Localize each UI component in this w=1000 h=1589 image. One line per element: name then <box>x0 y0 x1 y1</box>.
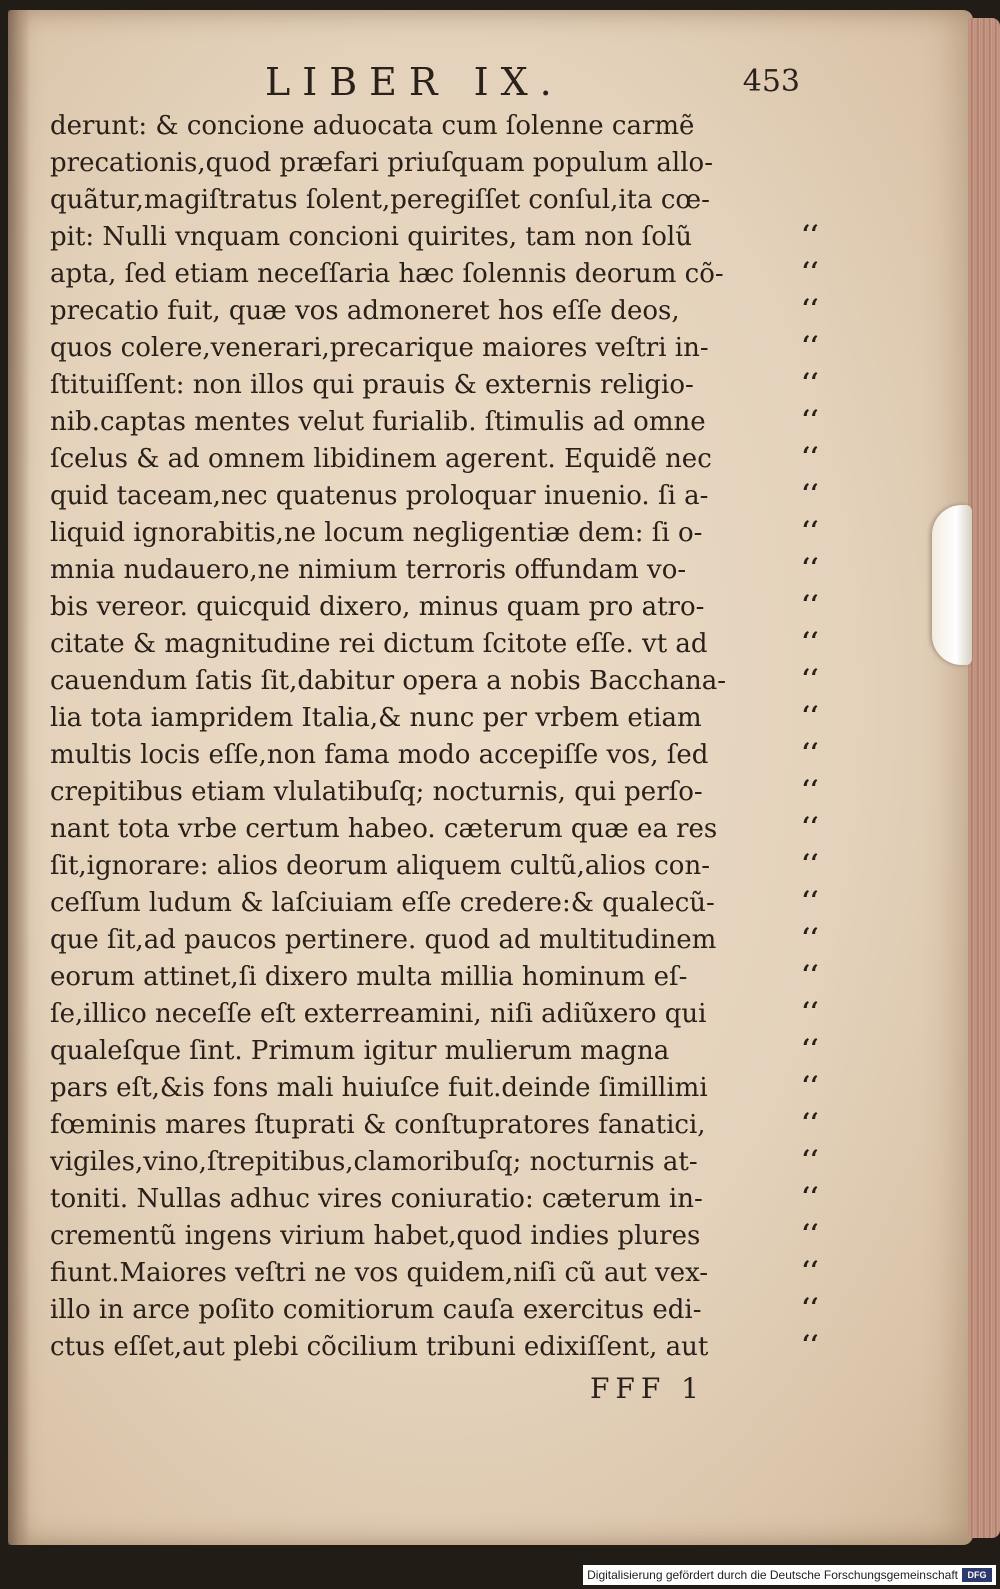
text-line: nib.captas mentes velut furialib. ſtimulis ad omne <box>50 407 706 437</box>
margin-quote-mark: ‘‘ <box>802 515 819 544</box>
dfg-logo-text: DFG <box>967 1570 987 1580</box>
margin-quote-mark: ‘‘ <box>802 626 819 655</box>
text-line: citate & magnitudine rei dictum ſcitote eſſe. vt ad <box>50 629 708 659</box>
margin-quote-mark: ‘‘ <box>802 552 819 581</box>
margin-quote-mark: ‘‘ <box>802 737 819 766</box>
digitization-credit <box>583 1565 996 1585</box>
text-line: fœminis mares ſtuprati & conſtupratores fanatici, <box>50 1110 706 1140</box>
margin-quote-mark: ‘‘ <box>802 1144 819 1173</box>
text-line: ſit,ignorare: alios deorum aliquem cultũ,alios con- <box>50 851 710 881</box>
margin-quote-mark: ‘‘ <box>802 959 819 988</box>
text-line: precatio fuit, quæ vos admoneret hos eſſe deos, <box>50 296 680 326</box>
text-line: crementũ ingens virium habet,quod indies plures <box>50 1221 701 1251</box>
text-line: liquid ignorabitis,ne locum negligentiæ dem: ſi o- <box>50 518 703 548</box>
text-line: vigiles,vino,ſtrepitibus,clamoribuſq; nocturnis at- <box>50 1147 698 1177</box>
margin-quote-mark: ‘‘ <box>802 774 819 803</box>
text-line: ceſſum ludum & laſciuiam eſſe credere:& qualecũ- <box>50 888 715 918</box>
page-clip <box>932 505 972 665</box>
margin-quote-mark: ‘‘ <box>802 293 819 322</box>
printer-signature: FFF 1 <box>590 1372 705 1405</box>
text-line: quos colere,venerari,precarique maiores veſtri in- <box>50 333 709 363</box>
margin-quote-mark: ‘‘ <box>802 219 819 248</box>
text-line: pars eſt,&is fons mali huiuſce fuit.deinde ſimillimi <box>50 1073 708 1103</box>
text-line: ſcelus & ad omnem libidinem agerent. Equidẽ nec <box>50 444 712 474</box>
text-line: fiunt.Maiores veſtri ne vos quidem,niſi cũ aut vex- <box>50 1258 709 1288</box>
margin-quote-mark: ‘‘ <box>802 1329 819 1358</box>
page-gutter <box>8 10 30 1545</box>
margin-quote-mark: ‘‘ <box>802 367 819 396</box>
margin-quote-mark: ‘‘ <box>802 1107 819 1136</box>
text-line: ctus eſſet,aut plebi cõcilium tribuni edixiſſent, aut <box>50 1332 709 1362</box>
text-block <box>50 108 795 1366</box>
margin-quote-column <box>802 108 842 1366</box>
text-line: crepitibus etiam vlulatibuſq; nocturnis, qui perſo- <box>50 777 703 807</box>
text-line: derunt: & concione aduocata cum ſolenne carmẽ <box>50 111 695 141</box>
margin-quote-mark: ‘‘ <box>802 996 819 1025</box>
text-line: toniti. Nullas adhuc vires coniuratio: cæterum in- <box>50 1184 703 1214</box>
margin-quote-mark: ‘‘ <box>802 811 819 840</box>
margin-quote-mark <box>802 108 842 145</box>
margin-quote-mark: ‘‘ <box>802 922 819 951</box>
margin-quote-mark: ‘‘ <box>802 441 819 470</box>
text-line: pit: Nulli vnquam concioni quirites, tam non ſolũ <box>50 222 692 252</box>
margin-quote-mark <box>802 145 842 182</box>
credit-text: Digitalisierung gefördert durch die Deutsche Forschungsgemeinschaft <box>587 1568 958 1582</box>
margin-quote-mark: ‘‘ <box>802 1255 819 1284</box>
margin-quote-mark: ‘‘ <box>802 1070 819 1099</box>
margin-quote-mark <box>802 182 842 219</box>
text-line: mnia nudauero,ne nimium terroris offundam vo- <box>50 555 687 585</box>
margin-quote-mark: ‘‘ <box>802 256 819 285</box>
text-line: ſe,illico neceſſe eſt exterreamini, niſi adiũxero qui <box>50 999 707 1029</box>
text-line: eorum attinet,ſi dixero multa millia hominum eſ- <box>50 962 688 992</box>
text-line: quãtur,magiſtratus ſolent,peregiſſet conſul,ita cœ- <box>50 185 710 215</box>
margin-quote-mark: ‘‘ <box>802 700 819 729</box>
text-line: que ſit,ad paucos pertinere. quod ad multitudinem <box>50 925 717 955</box>
text-line: bis vereor. quicquid dixero, minus quam pro atro- <box>50 592 705 622</box>
margin-quote-mark: ‘‘ <box>802 1218 819 1247</box>
margin-quote-mark: ‘‘ <box>802 1033 819 1062</box>
margin-quote-mark: ‘‘ <box>802 1292 819 1321</box>
margin-quote-mark: ‘‘ <box>802 1181 819 1210</box>
margin-quote-mark: ‘‘ <box>802 885 819 914</box>
text-line: precationis,quod præfari priuſquam populum allo- <box>50 148 713 178</box>
margin-quote-mark: ‘‘ <box>802 663 819 692</box>
page-number: 453 <box>742 64 800 99</box>
text-line: cauendum ſatis ſit,dabitur opera a nobis Bacchana- <box>50 666 726 696</box>
text-line: multis locis eſſe,non fama modo accepiſſe vos, ſed <box>50 740 709 770</box>
text-line: apta, ſed etiam neceſſaria hæc ſolennis deorum cõ- <box>50 259 724 289</box>
margin-quote-mark: ‘‘ <box>802 478 819 507</box>
margin-quote-mark: ‘‘ <box>802 589 819 618</box>
page-header <box>60 58 800 110</box>
book-fore-edge <box>968 18 1000 1538</box>
dfg-logo <box>962 1568 992 1582</box>
text-line: lia tota iampridem Italia,& nunc per vrbem etiam <box>50 703 702 733</box>
margin-quote-mark: ‘‘ <box>802 404 819 433</box>
running-head: LIBER IX. <box>265 60 564 104</box>
margin-quote-mark: ‘‘ <box>802 848 819 877</box>
margin-quote-mark: ‘‘ <box>802 330 819 359</box>
text-line: nant tota vrbe certum habeo. cæterum quæ ea res <box>50 814 718 844</box>
text-line: illo in arce poſito comitiorum cauſa exercitus edi- <box>50 1295 702 1325</box>
text-line: ſtituiſſent: non illos qui prauis & externis religio- <box>50 370 694 400</box>
text-line: qualeſque ſint. Primum igitur mulierum magna <box>50 1036 670 1066</box>
text-line: quid taceam,nec quatenus proloquar inuenio. ſi a- <box>50 481 709 511</box>
